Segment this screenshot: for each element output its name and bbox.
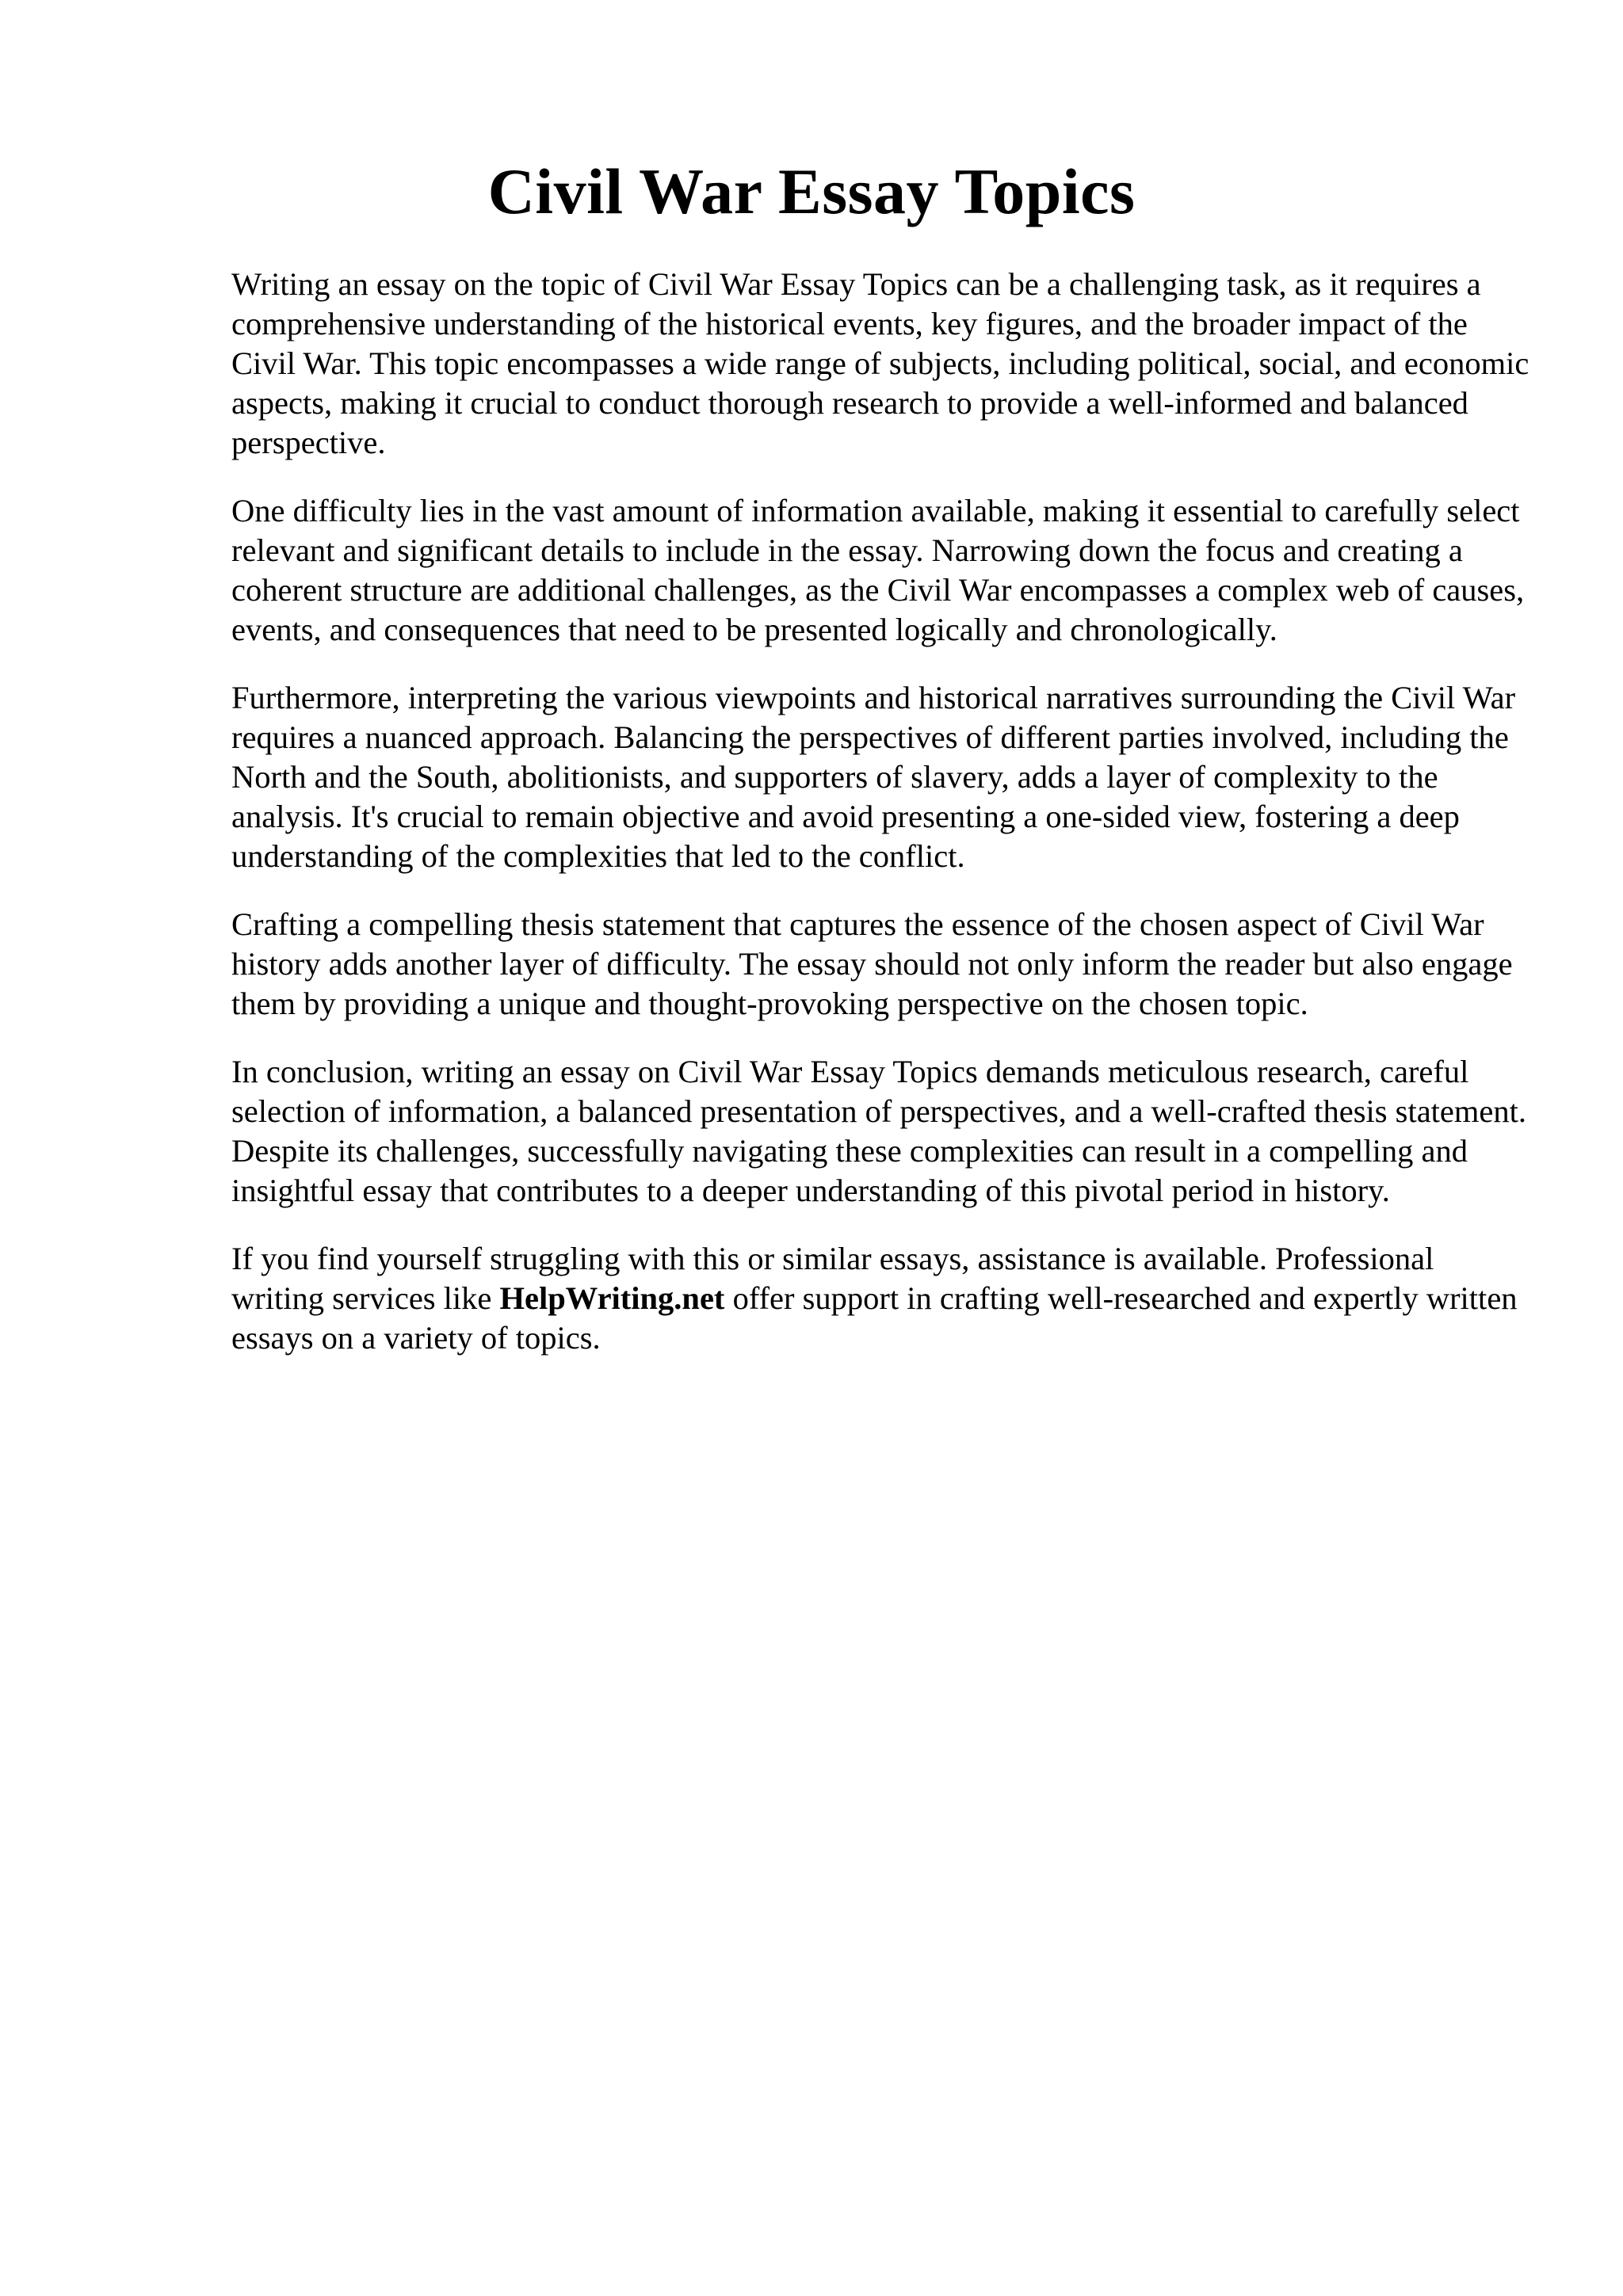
page-title: Civil War Essay Topics bbox=[487, 155, 1136, 227]
paragraph-intro: Writing an essay on the topic of Civil War Essay Topics can be a challenging task, as it requires a comprehensive understanding of the historical events, key figures, and the broader impact of the Civil War. This topic encompasses a wide range of subjects, including political, social, and economic aspects, making it crucial to conduct thorough research to provide a well-informed and balanced perspective. bbox=[231, 266, 1529, 460]
paragraph-thesis: Crafting a compelling thesis statement that captures the essence of the chosen aspect of Civil War history adds another layer of difficulty. The essay should not only inform the reader but also engage them by providing a unique and thought-provoking perspective on the chosen topic. bbox=[231, 906, 1513, 1021]
paragraph-assistance bbox=[231, 1239, 1531, 1358]
paragraph-viewpoints: Furthermore, interpreting the various viewpoints and historical narratives surrounding the Civil War requires a nuanced approach. Balancing the perspectives of different parties involved, including the North and the South, abolitionists, and supporters of slavery, adds a layer of complexity to the analysis. It's crucial to remain objective and avoid presenting a one-sided view, fostering a deep understanding of the complexities that led to the conflict. bbox=[231, 680, 1516, 874]
paragraph-difficulty: One difficulty lies in the vast amount of information available, making it essential to carefully select relevant and significant details to include in the essay. Narrowing down the focus and creating a coherent structure are additional challenges, as the Civil War encompasses a complex web of causes, events, and consequences that need to be presented logically and chronologically. bbox=[231, 493, 1525, 647]
assistance-text-before: If you find yourself struggling with this or similar essays, assistance is available. Professional writing services like bbox=[231, 1241, 1434, 1316]
paragraph-conclusion: In conclusion, writing an essay on Civil War Essay Topics demands meticulous research, careful selection of information, a balanced presentation of perspectives, and a well-crafted thesis statement. Despite its challenges, successfully navigating these complexities can result in a compelling and insightful essay that contributes to a deeper understanding of this pivotal period in history. bbox=[231, 1054, 1527, 1208]
assistance-text-after: offer support in crafting well-researched and expertly written essays on a variety of topics. bbox=[231, 1280, 1518, 1356]
brand-link[interactable]: HelpWriting.net bbox=[499, 1280, 725, 1316]
essay-body bbox=[231, 265, 1531, 1386]
